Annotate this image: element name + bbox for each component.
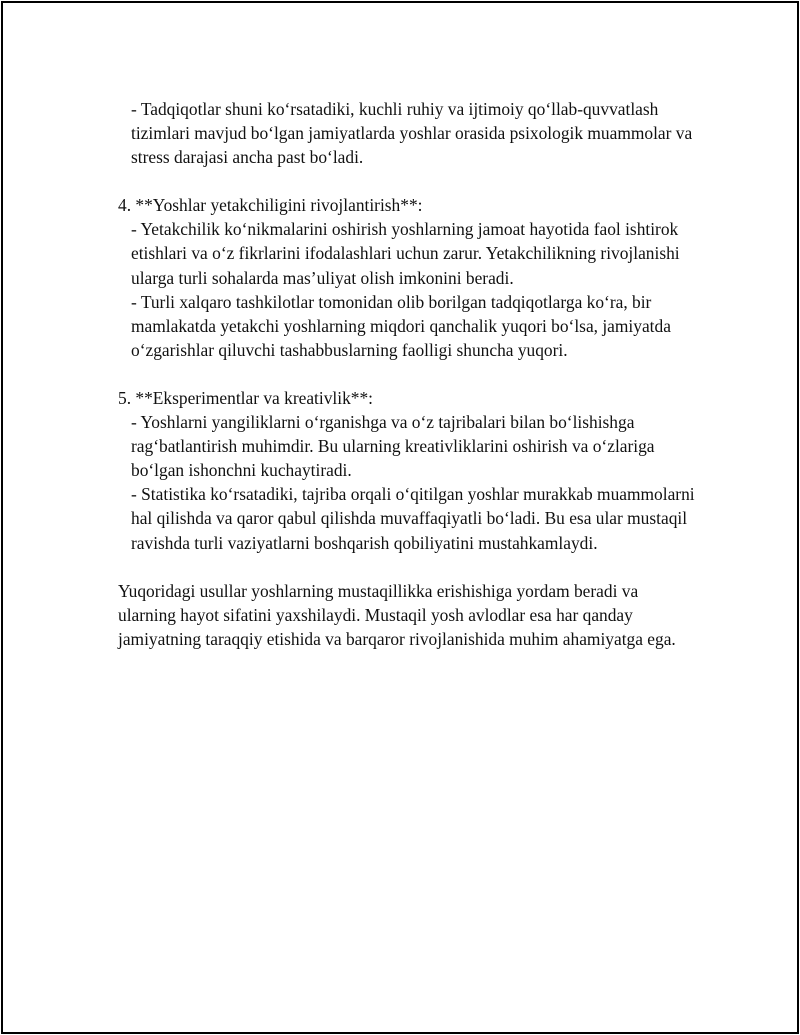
paragraph-spacer: [118, 362, 698, 386]
paragraph-leadership-skills: - Yetakchilik ko‘nikmalarini oshirish yoshlarning jamoat hayotida faol ishtirok etishlari va o‘z fikrlarini ifodalashlari uchun zarur. Yetakchilikning rivojlanishi ularga turli sohalarda mas’uliyat olish imkonini beradi.: [131, 219, 684, 288]
paragraph-encourage-innovation: - Yoshlarni yangiliklarni o‘rganishga va o‘z tajribalari bilan bo‘lishishga rag‘batlantirish muhimdir. Bu ularning kreativliklarini oshirish va o‘zlariga bo‘lgan ishonchni kuchaytiradi.: [131, 412, 659, 481]
paragraph-conclusion: Yuqoridagi usullar yoshlarning mustaqillikka erishishiga yordam beradi va ularning hayot sifatini yaxshilaydi. Mustaqil yosh avlodlar esa har qanday jamiyatning taraqqiy etishida va barqaror rivojlanishida muhim ahamiyatga ega.: [118, 580, 676, 649]
paragraph-spacer: [118, 169, 698, 193]
document-page: [1, 1, 799, 1034]
heading-youth-leadership: 4. **Yoshlar yetakchiligini rivojlantirish**:: [118, 195, 423, 216]
paragraph-statistics-experience: - Statistika ko‘rsatadiki, tajriba orqali o‘qitilgan yoshlar murakkab muammolarni hal qilishda va qaror qabul qilishda muvaffaqiyatli bo‘ladi. Bu esa ular mustaqil ravishda turli vaziyatlarni boshqarish qobiliyatini mustahkamlaydi.: [131, 484, 699, 553]
paragraph-leadership-research: - Turli xalqaro tashkilotlar tomonidan olib borilgan tadqiqotlarga ko‘ra, bir mamlakatda yetakchi yoshlarning miqdori qanchalik yuqori bo‘lsa, jamiyatda o‘zgarishlar qiluvchi tashabbuslarning faolligi shuncha yuqori.: [131, 291, 676, 360]
paragraph-support-research: - Tadqiqotlar shuni ko‘rsatadiki, kuchli ruhiy va ijtimoiy qo‘llab-quvvatlash tizimlari mavjud bo‘lgan jamiyatlarda yoshlar orasida psixologik muammolar va stress darajasi ancha past bo‘ladi.: [131, 99, 697, 168]
paragraph-spacer: [118, 555, 698, 579]
heading-experiments-creativity: 5. **Eksperimentlar va kreativlik**:: [118, 387, 373, 408]
document-body: [118, 97, 698, 651]
